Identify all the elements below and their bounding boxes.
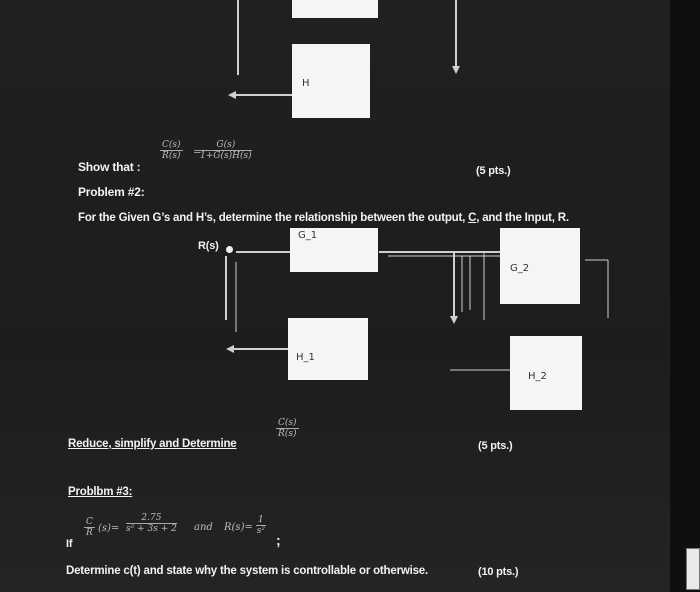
h-block-label: H [302,78,310,89]
summing-junction-dot [226,246,233,253]
transfer-function: $\frac{2.75}{\text{s² + 3s + 2}}$ [126,513,177,534]
g2-label: G_2 [510,263,530,274]
semicolon: ; [276,532,281,548]
h2-block [510,336,582,410]
and-label: and [194,522,213,533]
problem3-title: Problbm #3: [68,486,133,498]
if-label: If [66,538,73,550]
right-edge-bar [670,0,700,592]
show-that-lhs: $\frac{C(s)}{R(s)}$ [162,140,181,161]
h1-block [288,318,368,380]
g1-label: G_1 [298,230,318,241]
problem2-title: Problem #2: [78,185,145,199]
scroll-tab-upper[interactable] [686,548,700,590]
rs-label: R(s)= [224,522,253,533]
show-that-points: (5 pts.) [476,165,511,177]
problem2-statement: For the Given G’s and H’s, determine the relationship between the output, C, and the Input, R. [78,212,569,224]
show-that-label: Show that : [78,160,141,174]
problem2-points: (5 pts.) [478,440,513,452]
s-arg: (s)= [98,523,120,534]
problem3-points: (10 pts.) [478,566,519,578]
problem3-task: Determine c(t) and state why the system is controllable or otherwise. [66,565,428,577]
cr-ratio: $\frac{C(s)}{R(s)}$ [278,418,297,439]
g1-block [290,228,378,272]
show-that-rhs: $\frac{G(s)}{1+G(s)H(s)}$ [200,140,252,161]
input-label: R(s) [198,240,219,252]
h-block [292,44,370,118]
c-over-r: $\frac{C}{R}$ [86,517,93,538]
rs-value: $\frac{1}{\text{s²}}$ [256,515,265,536]
top-left-block [292,0,378,18]
h1-label: H_1 [296,352,315,363]
reduce-text: Reduce, simplify and Determine [68,438,237,450]
equals-sign: = [193,147,202,158]
h2-label: H_2 [528,371,547,382]
g2-block [500,228,580,304]
